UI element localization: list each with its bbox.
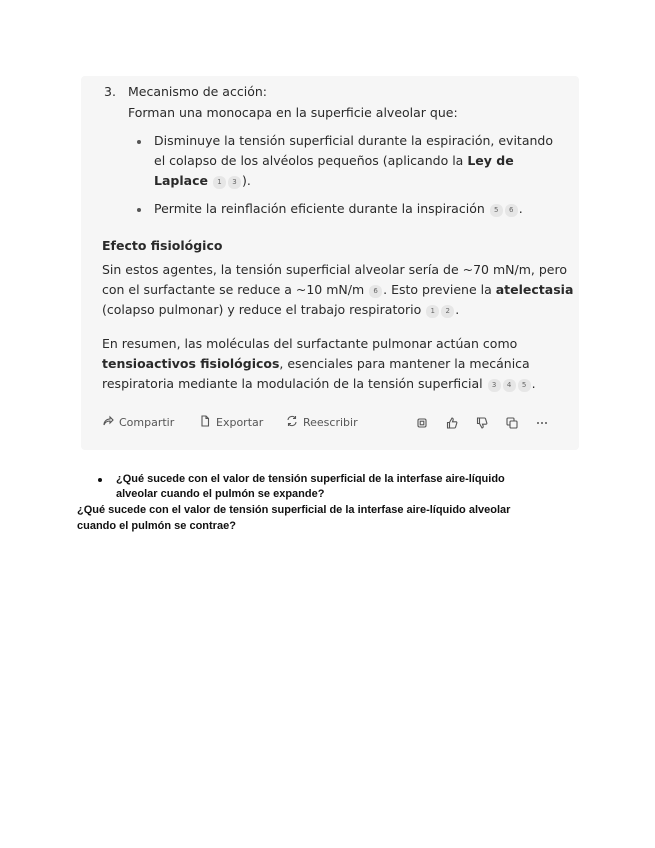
export-button[interactable]	[199, 415, 263, 430]
bullet-dot	[137, 140, 141, 144]
citation-badge[interactable]: 1	[213, 176, 226, 189]
citation-badge[interactable]: 5	[518, 379, 531, 392]
bullet-1-line-1: Disminuye la tensión superficial durante la espiración, evitando	[154, 133, 553, 148]
list-number: 3.	[104, 84, 116, 99]
export-label: Exportar	[216, 416, 264, 429]
citation-badge[interactable]: 3	[488, 379, 501, 392]
answer-toolbar	[102, 415, 562, 431]
copy-text-icon[interactable]	[415, 416, 429, 430]
summary-line-2: tensioactivos fisiológicos, esenciales para mantener la mecánica	[102, 356, 530, 371]
ai-answer-card	[81, 76, 579, 450]
list-item-title: Mecanismo de acción:	[128, 84, 267, 99]
section-title: Efecto fisiológico	[102, 238, 223, 253]
question-1-line-1: ¿Qué sucede con el valor de tensión superficial de la interfase aire-líquido	[116, 473, 505, 485]
question-2-line-2: cuando el pulmón se contrae?	[77, 520, 236, 532]
citation-badge[interactable]: 2	[441, 305, 454, 318]
citation-badge[interactable]: 5	[490, 204, 503, 217]
effect-line-3: (colapso pulmonar) y reduce el trabajo respiratorio 1 2 .	[102, 302, 460, 317]
share-button[interactable]	[102, 415, 174, 430]
share-icon	[102, 415, 114, 430]
bullet-dot	[137, 208, 141, 212]
thumbs-up-icon[interactable]	[445, 416, 459, 430]
bullet-1-line-2: el colapso de los alvéolos pequeños (aplicando la Ley de	[154, 153, 514, 168]
thumbs-down-icon[interactable]	[475, 416, 489, 430]
citation-badge[interactable]: 6	[369, 285, 382, 298]
share-label: Compartir	[119, 416, 175, 429]
summary-line-3: respiratoria mediante la modulación de la tensión superficial 3 4 5 .	[102, 376, 536, 391]
copy-icon[interactable]	[505, 416, 519, 430]
citation-badge[interactable]: 1	[426, 305, 439, 318]
effect-line-1: Sin estos agentes, la tensión superficial alveolar sería de ~70 mN/m, pero	[102, 262, 567, 277]
bullet-2: Permite la reinflación eficiente durante la inspiración 5 6 .	[154, 201, 523, 216]
question-2-line-1: ¿Qué sucede con el valor de tensión superficial de la interfase aire-líquido alveolar	[77, 504, 511, 516]
list-item-intro: Forman una monocapa en la superficie alveolar que:	[128, 105, 458, 120]
rewrite-button[interactable]	[286, 415, 358, 430]
citation-badge[interactable]: 6	[505, 204, 518, 217]
citation-badge[interactable]: 3	[228, 176, 241, 189]
export-icon	[199, 415, 211, 430]
question-bullet-dot	[98, 478, 102, 482]
rewrite-icon	[286, 415, 298, 430]
question-1-line-2: alveolar cuando el pulmón se expande?	[116, 488, 325, 500]
rewrite-label: Reescribir	[303, 416, 358, 429]
bullet-1-line-3: Laplace 1 3 ).	[154, 173, 251, 188]
effect-line-2: con el surfactante se reduce a ~10 mN/m 6 . Esto previene la atelectasia	[102, 282, 574, 297]
summary-line-1: En resumen, las moléculas del surfactante pulmonar actúan como	[102, 336, 518, 351]
citation-badge[interactable]: 4	[503, 379, 516, 392]
more-options-icon[interactable]	[535, 416, 549, 430]
